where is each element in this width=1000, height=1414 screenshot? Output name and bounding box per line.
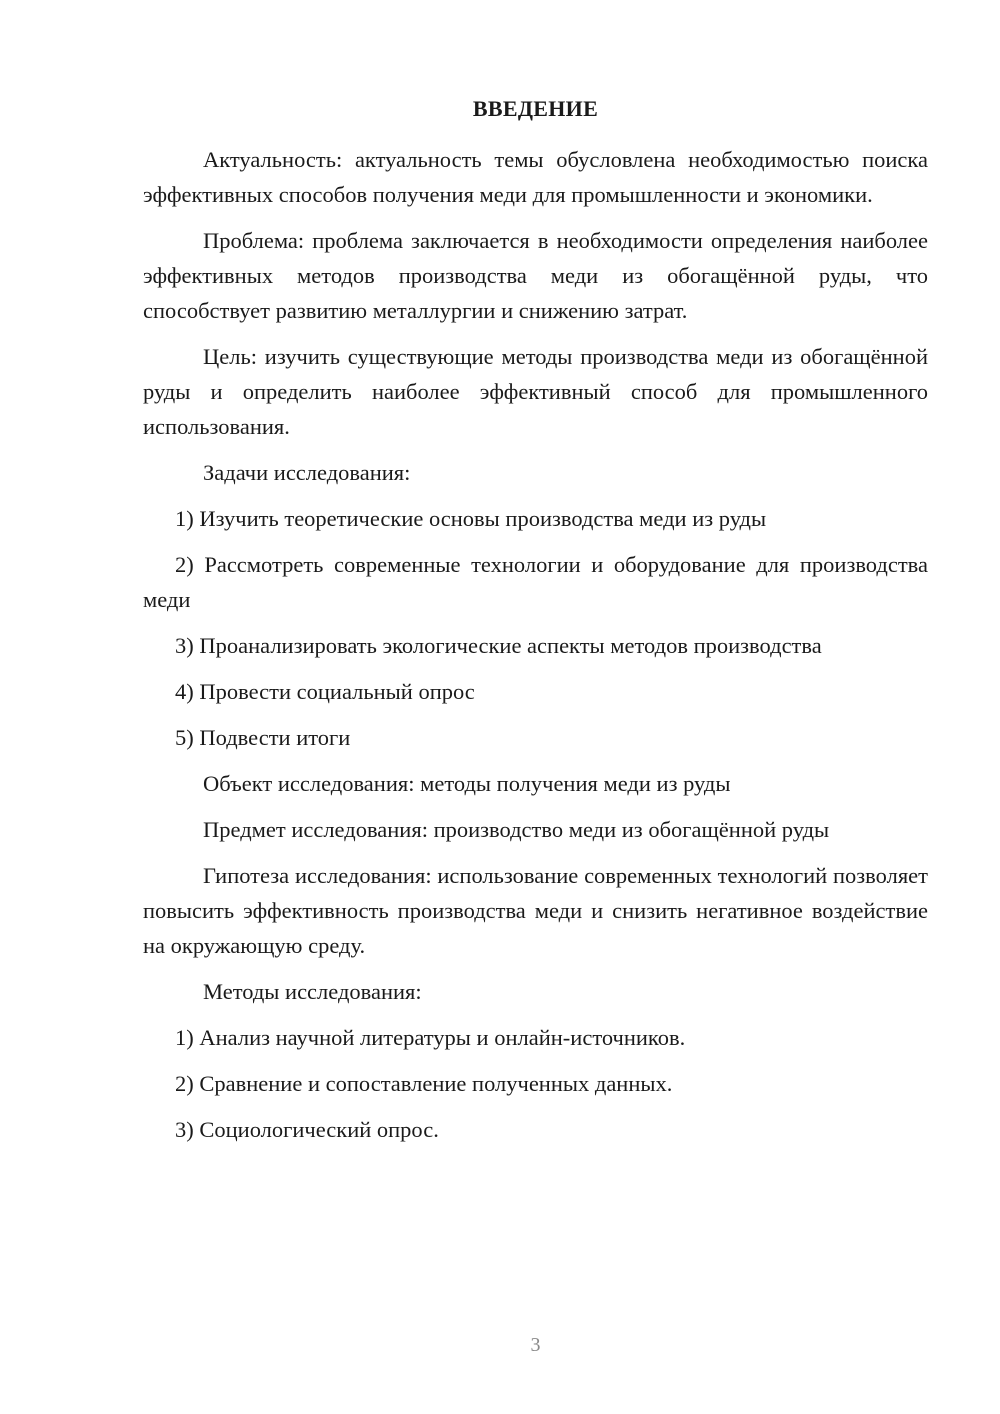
hypothesis-paragraph: Гипотеза исследования: использование современных технологий позволяет повысить эффективность производства меди и снизить негативное воздействие на окружающую среду. xyxy=(143,863,928,958)
task-item: 3) Проанализировать экологические аспекты методов производства xyxy=(175,633,822,658)
task-item: 5) Подвести итоги xyxy=(175,725,351,750)
methods-title: Методы исследования: xyxy=(203,979,422,1004)
tasks-title: Задачи исследования: xyxy=(203,460,411,485)
method-item: 1) Анализ научной литературы и онлайн-источников. xyxy=(175,1025,686,1050)
method-item: 3) Социологический опрос. xyxy=(175,1117,439,1142)
relevance-paragraph: Актуальность: актуальность темы обусловлена необходимостью поиска эффективных способов получения меди для промышленности и экономики. xyxy=(143,147,928,207)
goal-paragraph: Цель: изучить существующие методы производства меди из обогащённой руды и определить наиболее эффективный способ для промышленного использования. xyxy=(143,344,928,439)
task-item: 1) Изучить теоретические основы производства меди из руды xyxy=(175,506,767,531)
task-item: 2) Рассмотреть современные технологии и оборудование для производства меди xyxy=(143,552,928,612)
page-number: 3 xyxy=(530,1334,541,1356)
task-item: 4) Провести социальный опрос xyxy=(175,679,475,704)
object-paragraph: Объект исследования: методы получения меди из руды xyxy=(203,771,731,796)
document-page xyxy=(143,0,928,1414)
document-body xyxy=(143,142,928,1158)
problem-paragraph: Проблема: проблема заключается в необходимости определения наиболее эффективных методов производства меди из обогащённой руды, что способствует развитию металлургии и снижению затрат. xyxy=(143,228,928,323)
method-item: 2) Сравнение и сопоставление полученных данных. xyxy=(175,1071,673,1096)
section-heading: ВВЕДЕНИЕ xyxy=(472,96,599,121)
subject-paragraph: Предмет исследования: производство меди из обогащённой руды xyxy=(203,817,830,842)
